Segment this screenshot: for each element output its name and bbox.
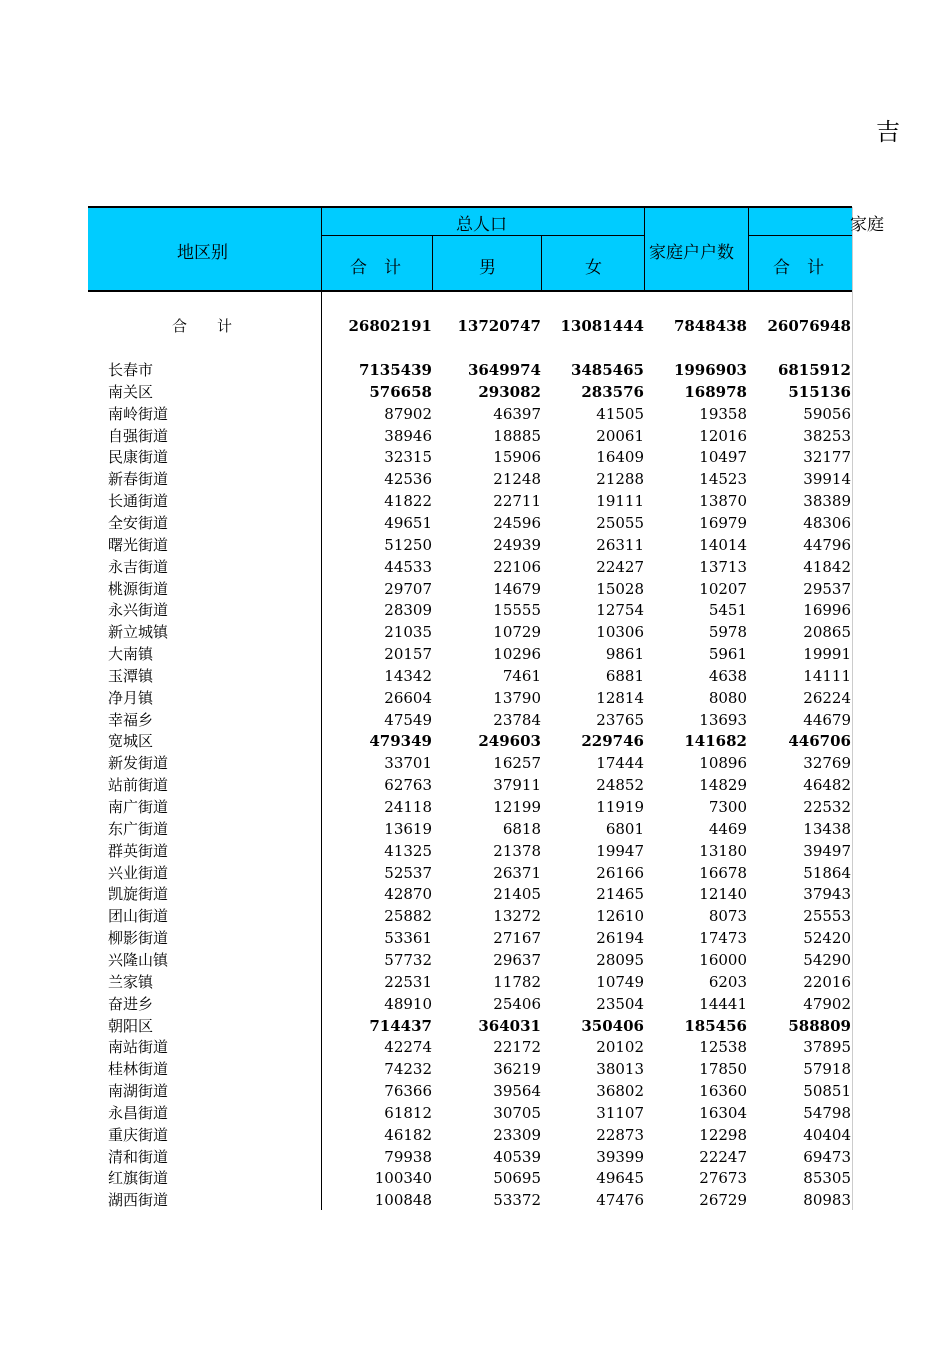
row-value: 23504 xyxy=(596,994,644,1013)
row-value: 15906 xyxy=(493,448,541,467)
row-value: 10306 xyxy=(596,623,644,642)
row-value: 20102 xyxy=(596,1038,644,1057)
row-value: 7300 xyxy=(708,798,747,816)
header-family-group: 家庭 xyxy=(850,215,884,235)
header-divider-male xyxy=(432,235,433,291)
header-bottom-border xyxy=(88,290,852,292)
row-value: 74232 xyxy=(384,1060,432,1079)
row-value: 41842 xyxy=(803,557,851,576)
row-value: 24118 xyxy=(384,798,432,816)
header-divider-female xyxy=(541,235,542,291)
row-value: 42870 xyxy=(384,885,432,904)
row-value: 16678 xyxy=(699,863,747,882)
row-region-name: 重庆街道 xyxy=(108,1125,169,1144)
row-value: 48306 xyxy=(803,513,851,532)
row-value: 17473 xyxy=(699,929,747,948)
row-region-name: 新立城镇 xyxy=(108,623,169,642)
row-region-name: 净月镇 xyxy=(108,688,154,707)
row-value: 11782 xyxy=(493,972,541,991)
row-value: 14342 xyxy=(384,666,432,685)
total-value: 7848438 xyxy=(673,317,747,335)
row-value: 37943 xyxy=(803,885,851,904)
row-value: 6203 xyxy=(708,972,747,991)
row-value: 21248 xyxy=(493,470,541,489)
row-value: 22016 xyxy=(803,972,851,991)
header-divider-households xyxy=(644,207,645,291)
row-value: 10497 xyxy=(699,448,747,467)
row-value: 10207 xyxy=(699,579,747,598)
row-value: 26166 xyxy=(596,863,644,882)
row-value: 12140 xyxy=(699,885,747,904)
row-value: 57732 xyxy=(384,950,432,969)
row-value: 13693 xyxy=(699,710,747,729)
row-value: 19358 xyxy=(699,404,747,423)
page-title: 吉 xyxy=(876,118,900,146)
row-value: 76366 xyxy=(384,1082,432,1101)
row-value: 39399 xyxy=(596,1147,644,1166)
header-female: 女 xyxy=(585,258,602,278)
row-value: 23784 xyxy=(493,710,541,729)
row-region-name: 幸福乡 xyxy=(108,710,154,729)
row-value: 53361 xyxy=(384,929,432,948)
row-value: 350406 xyxy=(581,1016,644,1035)
row-value: 14679 xyxy=(493,579,541,598)
row-value: 17444 xyxy=(596,754,644,773)
row-value: 52537 xyxy=(384,863,432,882)
row-value: 87902 xyxy=(384,404,432,423)
row-value: 22873 xyxy=(596,1125,644,1144)
row-region-name: 团山街道 xyxy=(108,907,169,926)
row-value: 12754 xyxy=(596,601,644,620)
row-value: 168978 xyxy=(684,382,747,401)
row-value: 14829 xyxy=(699,776,747,795)
row-value: 16996 xyxy=(803,601,851,620)
total-value: 26802191 xyxy=(348,317,432,335)
row-value: 6881 xyxy=(605,666,644,685)
row-value: 229746 xyxy=(581,732,644,751)
row-value: 30705 xyxy=(493,1103,541,1122)
header-top-border xyxy=(88,206,852,208)
row-value: 21378 xyxy=(493,841,541,860)
row-region-name: 柳影街道 xyxy=(108,929,169,948)
row-value: 10896 xyxy=(699,754,747,773)
row-value: 38946 xyxy=(384,426,432,445)
row-value: 22247 xyxy=(699,1147,747,1166)
row-value: 38253 xyxy=(803,426,851,445)
row-region-name: 南广街道 xyxy=(108,798,169,816)
row-value: 14111 xyxy=(803,666,851,685)
row-value: 51250 xyxy=(384,535,432,554)
row-value: 13180 xyxy=(699,841,747,860)
row-value: 29707 xyxy=(384,579,432,598)
row-value: 13438 xyxy=(803,819,851,838)
row-value: 7461 xyxy=(502,666,541,685)
row-region-name: 桃源街道 xyxy=(108,579,169,598)
row-value: 40404 xyxy=(803,1125,851,1144)
header-total-population: 总人口 xyxy=(456,215,507,235)
row-value: 13870 xyxy=(699,492,747,511)
row-value: 33701 xyxy=(384,754,432,773)
row-region-name: 红旗街道 xyxy=(108,1169,169,1188)
header-total: 合 计 xyxy=(350,258,401,278)
row-region-name: 兴隆山镇 xyxy=(108,950,169,969)
header-family-total: 合 计 xyxy=(773,258,824,278)
row-value: 14441 xyxy=(699,994,747,1013)
row-value: 47476 xyxy=(596,1191,644,1210)
row-value: 46482 xyxy=(803,776,851,795)
row-value: 12298 xyxy=(699,1125,747,1144)
row-value: 8080 xyxy=(708,688,747,707)
row-value: 576658 xyxy=(369,382,432,401)
row-value: 26729 xyxy=(699,1191,747,1210)
row-value: 3485465 xyxy=(570,361,644,379)
row-region-name: 湖西街道 xyxy=(108,1191,169,1210)
row-region-name: 凯旋街道 xyxy=(108,885,169,904)
row-region-name: 新春街道 xyxy=(108,470,169,489)
table-right-border xyxy=(852,207,853,1210)
row-value: 32177 xyxy=(803,448,851,467)
row-region-name: 新发街道 xyxy=(108,754,169,773)
row-value: 28095 xyxy=(596,950,644,969)
row-value: 12538 xyxy=(699,1038,747,1057)
row-value: 54290 xyxy=(803,950,851,969)
total-label: 合 计 xyxy=(172,317,233,335)
row-value: 23309 xyxy=(493,1125,541,1144)
row-region-name: 大南镇 xyxy=(108,645,154,664)
row-value: 13790 xyxy=(493,688,541,707)
row-value: 16979 xyxy=(699,513,747,532)
row-value: 29637 xyxy=(493,950,541,969)
row-value: 19991 xyxy=(803,645,851,664)
row-value: 61812 xyxy=(384,1103,432,1122)
row-value: 38389 xyxy=(803,492,851,511)
row-region-name: 南站街道 xyxy=(108,1038,169,1057)
row-value: 52420 xyxy=(803,929,851,948)
row-value: 53372 xyxy=(493,1191,541,1210)
row-value: 36219 xyxy=(493,1060,541,1079)
header-region: 地区别 xyxy=(177,243,228,263)
row-value: 18885 xyxy=(493,426,541,445)
row-value: 16257 xyxy=(493,754,541,773)
row-value: 24596 xyxy=(493,513,541,532)
row-value: 39564 xyxy=(493,1082,541,1101)
header-households: 家庭户户数 xyxy=(649,243,734,263)
row-region-name: 站前街道 xyxy=(108,776,169,795)
row-value: 21405 xyxy=(493,885,541,904)
row-value: 27673 xyxy=(699,1169,747,1188)
row-region-name: 永兴街道 xyxy=(108,601,169,620)
row-region-name: 兴业街道 xyxy=(108,863,169,882)
row-value: 14014 xyxy=(699,535,747,554)
row-value: 50695 xyxy=(493,1169,541,1188)
total-value: 13720747 xyxy=(457,317,541,335)
row-value: 44796 xyxy=(803,535,851,554)
row-value: 11919 xyxy=(596,798,644,816)
row-region-name: 自强街道 xyxy=(108,426,169,445)
row-value: 59056 xyxy=(803,404,851,423)
row-value: 21035 xyxy=(384,623,432,642)
row-region-name: 永吉街道 xyxy=(108,557,169,576)
row-value: 44533 xyxy=(384,557,432,576)
row-value: 3649974 xyxy=(467,361,541,379)
row-value: 6815912 xyxy=(777,361,851,379)
row-value: 41325 xyxy=(384,841,432,860)
row-value: 85305 xyxy=(803,1169,851,1188)
row-value: 15555 xyxy=(493,601,541,620)
row-value: 41822 xyxy=(384,492,432,511)
row-value: 6801 xyxy=(605,819,644,838)
row-region-name: 玉潭镇 xyxy=(108,666,154,685)
row-value: 7135439 xyxy=(358,361,432,379)
row-value: 12016 xyxy=(699,426,747,445)
row-value: 26311 xyxy=(596,535,644,554)
row-value: 41505 xyxy=(596,404,644,423)
row-value: 16000 xyxy=(699,950,747,969)
row-value: 8073 xyxy=(708,907,747,926)
row-value: 14523 xyxy=(699,470,747,489)
row-value: 13272 xyxy=(493,907,541,926)
row-region-name: 南湖街道 xyxy=(108,1082,169,1101)
row-value: 38013 xyxy=(596,1060,644,1079)
row-region-name: 南岭街道 xyxy=(108,404,169,423)
total-value: 26076948 xyxy=(767,317,851,335)
row-value: 588809 xyxy=(788,1016,851,1035)
row-value: 10749 xyxy=(596,972,644,991)
row-value: 249603 xyxy=(478,732,541,751)
row-value: 51864 xyxy=(803,863,851,882)
row-region-name: 民康街道 xyxy=(108,448,169,467)
row-value: 100340 xyxy=(374,1169,432,1188)
row-value: 10729 xyxy=(493,623,541,642)
row-value: 47902 xyxy=(803,994,851,1013)
row-value: 26371 xyxy=(493,863,541,882)
row-value: 714437 xyxy=(369,1016,432,1035)
row-value: 39914 xyxy=(803,470,851,489)
row-value: 44679 xyxy=(803,710,851,729)
row-value: 13619 xyxy=(384,819,432,838)
row-value: 4469 xyxy=(708,819,747,838)
row-region-name: 奋进乡 xyxy=(108,994,154,1013)
row-value: 293082 xyxy=(478,382,541,401)
row-value: 26604 xyxy=(384,688,432,707)
row-value: 39497 xyxy=(803,841,851,860)
row-value: 69473 xyxy=(803,1147,851,1166)
row-value: 20061 xyxy=(596,426,644,445)
row-region-name: 全安街道 xyxy=(108,513,169,532)
row-value: 479349 xyxy=(369,732,432,751)
row-value: 46397 xyxy=(493,404,541,423)
row-value: 27167 xyxy=(493,929,541,948)
row-value: 54798 xyxy=(803,1103,851,1122)
row-value: 12610 xyxy=(596,907,644,926)
row-value: 24939 xyxy=(493,535,541,554)
row-value: 283576 xyxy=(581,382,644,401)
row-value: 24852 xyxy=(596,776,644,795)
header-male: 男 xyxy=(479,258,496,278)
header-sub-divider-right xyxy=(748,235,852,236)
row-value: 37911 xyxy=(493,776,541,795)
row-value: 49645 xyxy=(596,1169,644,1188)
row-value: 16360 xyxy=(699,1082,747,1101)
row-value: 25055 xyxy=(596,513,644,532)
row-region-name: 长通街道 xyxy=(108,492,169,511)
row-value: 5451 xyxy=(708,601,747,620)
row-value: 80983 xyxy=(803,1191,851,1210)
row-value: 16304 xyxy=(699,1103,747,1122)
row-value: 22172 xyxy=(493,1038,541,1057)
row-region-name: 南关区 xyxy=(108,382,154,401)
row-region-name: 长春市 xyxy=(108,361,154,379)
row-value: 21288 xyxy=(596,470,644,489)
row-value: 13713 xyxy=(699,557,747,576)
row-value: 46182 xyxy=(384,1125,432,1144)
row-value: 17850 xyxy=(699,1060,747,1079)
row-value: 6818 xyxy=(502,819,541,838)
row-value: 62763 xyxy=(384,776,432,795)
row-value: 57918 xyxy=(803,1060,851,1079)
row-region-name: 朝阳区 xyxy=(108,1016,154,1035)
row-value: 9861 xyxy=(605,645,644,664)
row-value: 364031 xyxy=(478,1016,541,1035)
row-value: 5978 xyxy=(708,623,747,642)
row-value: 15028 xyxy=(596,579,644,598)
row-region-name: 群英街道 xyxy=(108,841,169,860)
row-value: 185456 xyxy=(684,1016,747,1035)
total-value: 13081444 xyxy=(560,317,644,335)
row-value: 4638 xyxy=(708,666,747,685)
row-value: 141682 xyxy=(684,732,747,751)
header-sub-divider-left xyxy=(321,235,644,236)
row-value: 22106 xyxy=(493,557,541,576)
row-value: 100848 xyxy=(374,1191,432,1210)
row-region-name: 桂林街道 xyxy=(108,1060,169,1079)
row-value: 25553 xyxy=(803,907,851,926)
row-value: 32769 xyxy=(803,754,851,773)
row-value: 22531 xyxy=(384,972,432,991)
row-value: 10296 xyxy=(493,645,541,664)
row-value: 23765 xyxy=(596,710,644,729)
row-value: 12199 xyxy=(493,798,541,816)
row-value: 40539 xyxy=(493,1147,541,1166)
row-region-name: 东广街道 xyxy=(108,819,169,838)
row-value: 26224 xyxy=(803,688,851,707)
row-value: 1996903 xyxy=(673,361,747,379)
row-value: 25406 xyxy=(493,994,541,1013)
row-region-name: 清和街道 xyxy=(108,1147,169,1166)
row-region-name: 兰家镇 xyxy=(108,972,154,991)
row-value: 22532 xyxy=(803,798,851,816)
row-value: 21465 xyxy=(596,885,644,904)
row-value: 19947 xyxy=(596,841,644,860)
row-value: 32315 xyxy=(384,448,432,467)
row-region-name: 永昌街道 xyxy=(108,1103,169,1122)
row-value: 42536 xyxy=(384,470,432,489)
row-value: 29537 xyxy=(803,579,851,598)
row-value: 19111 xyxy=(596,492,644,511)
row-value: 25882 xyxy=(384,907,432,926)
row-value: 26194 xyxy=(596,929,644,948)
row-value: 48910 xyxy=(384,994,432,1013)
row-value: 50851 xyxy=(803,1082,851,1101)
region-column-divider xyxy=(321,207,322,1210)
row-value: 28309 xyxy=(384,601,432,620)
row-value: 446706 xyxy=(788,732,851,751)
row-value: 16409 xyxy=(596,448,644,467)
row-value: 42274 xyxy=(384,1038,432,1057)
row-value: 37895 xyxy=(803,1038,851,1057)
row-value: 22711 xyxy=(493,492,541,511)
row-value: 5961 xyxy=(708,645,747,664)
row-value: 79938 xyxy=(384,1147,432,1166)
header-divider-family xyxy=(748,207,749,291)
row-value: 515136 xyxy=(788,382,851,401)
row-value: 22427 xyxy=(596,557,644,576)
row-region-name: 曙光街道 xyxy=(108,535,169,554)
row-value: 49651 xyxy=(384,513,432,532)
row-value: 20865 xyxy=(803,623,851,642)
row-value: 47549 xyxy=(384,710,432,729)
row-value: 31107 xyxy=(596,1103,644,1122)
row-value: 12814 xyxy=(596,688,644,707)
row-value: 36802 xyxy=(596,1082,644,1101)
row-value: 20157 xyxy=(384,645,432,664)
row-region-name: 宽城区 xyxy=(108,732,154,751)
